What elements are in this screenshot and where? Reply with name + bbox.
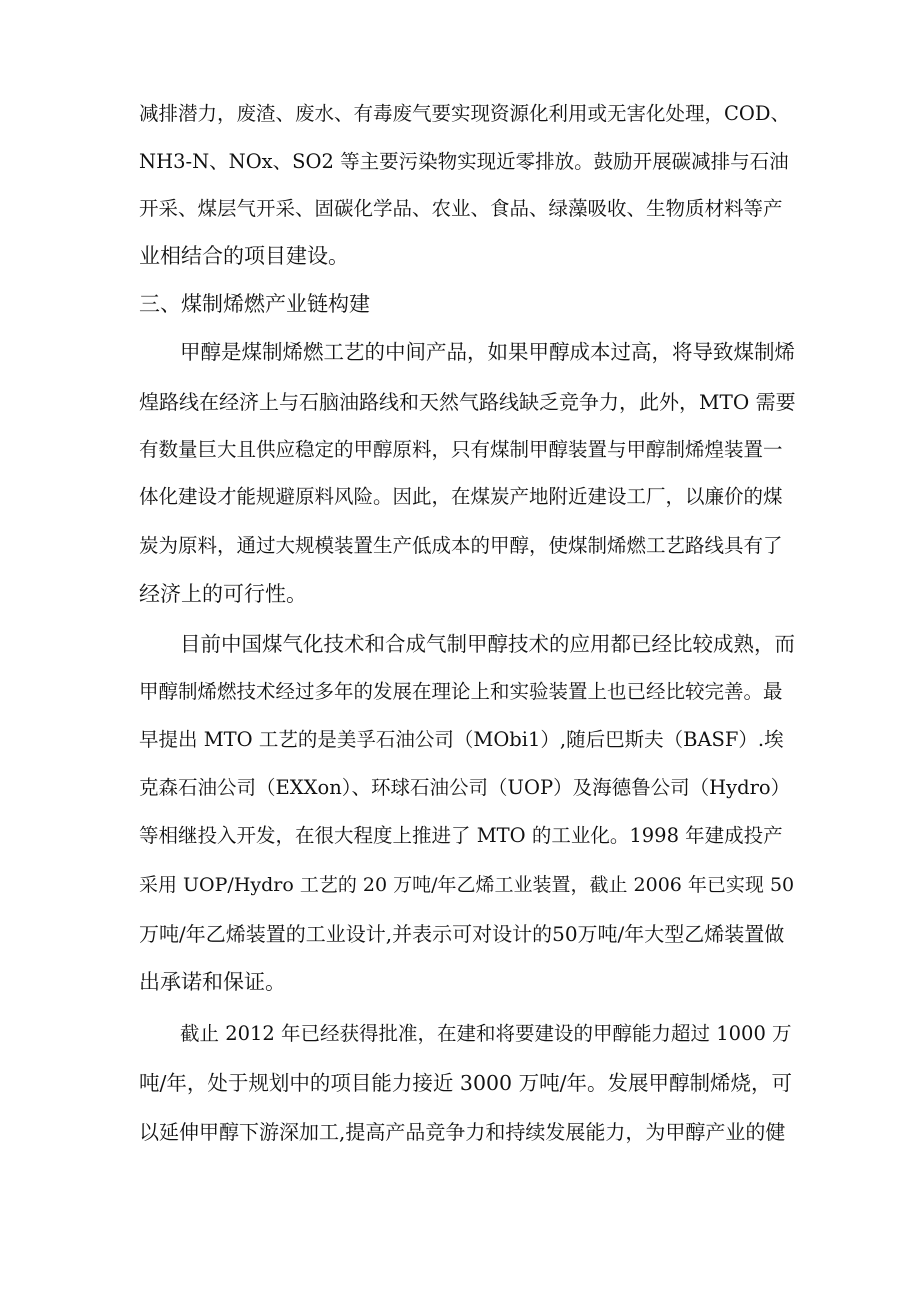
text-line: 早提出 MTO 工艺的是美孚石油公司（MObi1）,随后巴斯夫（BASF）.埃 <box>139 728 784 751</box>
text-line: 业相结合的项目建设。 <box>139 244 349 268</box>
text-line: 煌路线在经济上与石脑油路线和天然气路线缺乏竞争力，此外，MTO 需要 <box>139 390 796 414</box>
text-line: 采用 UOP/Hydro 工艺的 20 万吨/年乙烯工业装置，截止 2006 年已实现 50 <box>139 874 795 896</box>
text-line: 万吨/年乙烯装置的工业设计,并表示可对设计的50万吨/年大型乙烯装置做 <box>139 922 785 946</box>
text-line: 经济上的可行性。 <box>139 582 307 606</box>
text-line: 目前中国煤气化技术和合成气制甲醇技术的应用都已经比较成熟，而 <box>180 632 795 656</box>
text-line: 甲醇是煤制烯燃工艺的中间产品，如果甲醇成本过高，将导致煤制烯 <box>180 340 795 364</box>
text-line: 甲醇制烯燃技术经过多年的发展在理论上和实验装置上也已经比较完善。最 <box>139 680 783 703</box>
text-line: 等相继投入开发，在很大程度上推进了 MTO 的工业化。1998 年建成投产 <box>139 824 783 847</box>
text-line: 减排潜力，废渣、废水、有毒废气要实现资源化利用或无害化处理，COD、 <box>139 102 791 125</box>
text-line: 吨/年，处于规划中的项目能力接近 3000 万吨/年。发展甲醇制烯烧，可 <box>139 1071 793 1095</box>
text-line: NH3-N、NOx、SO2 等主要污染物实现近零排放。鼓励开展碳减排与石油 <box>139 150 789 173</box>
text-line: 克森石油公司（EXXon）、环球石油公司（UOP）及海德鲁公司（Hydro） <box>139 776 791 799</box>
text-line: 出承诺和保证。 <box>139 970 286 994</box>
section-heading: 三、煤制烯燃产业链构建 <box>139 292 370 316</box>
text-line: 以延伸甲醇下游深加工,提高产品竞争力和持续发展能力，为甲醇产业的健 <box>139 1120 786 1144</box>
text-line: 体化建设才能规避原料风险。因此，在煤炭产地附近建设工厂，以廉价的煤 <box>139 485 783 508</box>
text-line: 开采、煤层气开采、固碳化学品、农业、食品、绿藻吸收、生物质材料等产 <box>139 197 783 220</box>
text-line: 有数量巨大且供应稳定的甲醇原料，只有煤制甲醇装置与甲醇制烯煌装置一 <box>139 438 783 461</box>
text-line: 截止 2012 年已经获得批准，在建和将要建设的甲醇能力超过 1000 万 <box>180 1022 792 1045</box>
text-line: 炭为原料，通过大规模装置生产低成本的甲醇，使煤制烯燃工艺路线具有了 <box>139 534 783 557</box>
